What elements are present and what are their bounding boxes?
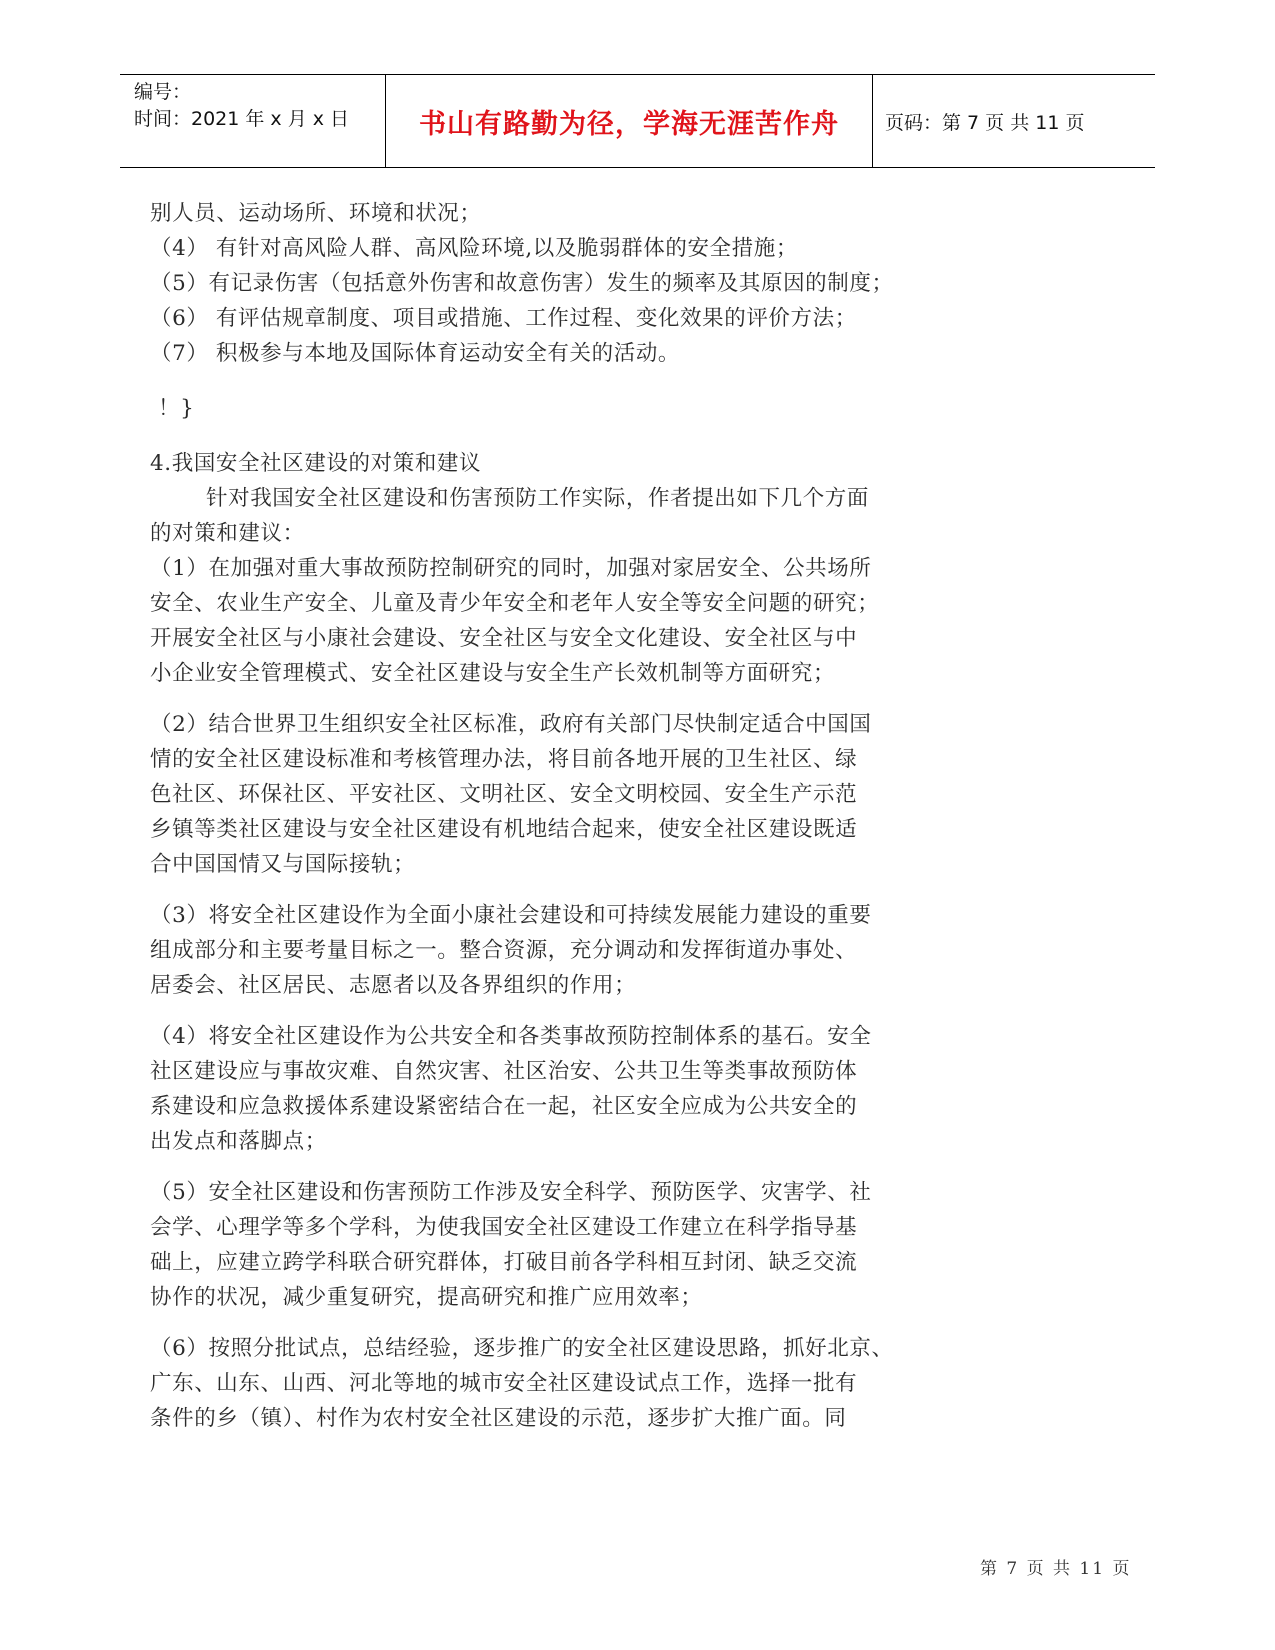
- paragraph-line: 开展安全社区与小康社会建设、安全社区与安全文化建设、安全社区与中: [150, 626, 858, 651]
- paragraph-line: 组成部分和主要考量目标之一。整合资源，充分调动和发挥街道办事处、: [150, 938, 858, 963]
- header-left-cell: [120, 75, 385, 167]
- section-heading: 4.我国安全社区建设的对策和建议: [150, 451, 482, 476]
- paragraph-line: 针对我国安全社区建设和伤害预防工作实际，作者提出如下几个方面: [206, 486, 870, 511]
- list-line: （5）有记录伤害（包括意外伤害和故意伤害）发生的频率及其原因的制度；: [150, 271, 894, 296]
- list-line: 别人员、运动场所、环境和状况；: [150, 201, 482, 226]
- paragraph-line: （6）按照分批试点，总结经验，逐步推广的安全社区建设思路，抓好北京、: [150, 1336, 894, 1361]
- list-line: （7） 积极参与本地及国际体育运动安全有关的活动。: [150, 341, 681, 366]
- paragraph-line: 的对策和建议：: [150, 521, 305, 546]
- paragraph-line: 安全、农业生产安全、儿童及青少年安全和老年人安全等安全问题的研究；: [150, 591, 880, 616]
- paragraph-line: （3）将安全社区建设作为全面小康社会建设和可持续发展能力建设的重要: [150, 903, 872, 928]
- header-page-info: 页码：第 7 页 共 11 页: [885, 111, 1085, 134]
- paragraph-line: 乡镇等类社区建设与安全社区建设有机地结合起来，使安全社区建设既适: [150, 817, 858, 842]
- paragraph-line: 出发点和落脚点；: [150, 1129, 327, 1154]
- paragraph-line: 协作的状况，减少重复研究，提高研究和推广应用效率；: [150, 1285, 703, 1310]
- list-line: （4） 有针对高风险人群、高风险环境,以及脆弱群体的安全措施；: [150, 236, 798, 261]
- header-page-cell: [873, 75, 1155, 167]
- document-date-label: 时间：2021 年 x 月 x 日: [134, 108, 350, 130]
- header-motto-cell: [385, 75, 873, 167]
- paragraph-line: 广东、山东、山西、河北等地的城市安全社区建设试点工作，选择一批有: [150, 1371, 858, 1396]
- paragraph-line: 础上，应建立跨学科联合研究群体，打破目前各学科相互封闭、缺乏交流: [150, 1250, 858, 1275]
- paragraph-line: （2）结合世界卫生组织安全社区标准，政府有关部门尽快制定适合中国国: [150, 712, 872, 737]
- paragraph-line: 小企业安全管理模式、安全社区建设与安全生产长效机制等方面研究；: [150, 661, 836, 686]
- paragraph-line: 情的安全社区建设标准和考核管理办法，将目前各地开展的卫生社区、绿: [150, 747, 858, 772]
- stray-mark: ！}: [158, 396, 195, 421]
- header-motto: 书山有路勤为径，学海无涯苦作舟: [419, 108, 839, 140]
- paragraph-line: （4）将安全社区建设作为公共安全和各类事故预防控制体系的基石。安全: [150, 1024, 872, 1049]
- item-1: [150, 551, 970, 691]
- item-4: [150, 1019, 970, 1159]
- list-line: （6） 有评估规章制度、项目或措施、工作过程、变化效果的评价方法；: [150, 306, 857, 331]
- previous-list: [150, 196, 970, 371]
- item-6: [150, 1331, 970, 1436]
- paragraph-line: 合中国国情又与国际接轨；: [150, 852, 416, 877]
- paragraph-line: 会学、心理学等多个学科，为使我国安全社区建设工作建立在科学指导基: [150, 1215, 858, 1240]
- document-code-label: 编号：: [134, 81, 192, 103]
- paragraph-line: 居委会、社区居民、志愿者以及各界组织的作用；: [150, 973, 637, 998]
- item-2: [150, 707, 970, 882]
- paragraph-line: （1）在加强对重大事故预防控制研究的同时，加强对家居安全、公共场所: [150, 556, 872, 581]
- document-body: [150, 196, 970, 1436]
- paragraph-line: （5）安全社区建设和伤害预防工作涉及安全科学、预防医学、灾害学、社: [150, 1180, 872, 1205]
- item-3: [150, 898, 970, 1003]
- item-5: [150, 1175, 970, 1315]
- paragraph-line: 条件的乡（镇）、村作为农村安全社区建设的示范，逐步扩大推广面。同: [150, 1406, 847, 1431]
- intro-paragraph: [150, 481, 970, 551]
- page-header: [120, 74, 1155, 168]
- paragraph-line: 色社区、环保社区、平安社区、文明社区、安全文明校园、安全生产示范: [150, 782, 858, 807]
- paragraph-line: 社区建设应与事故灾难、自然灾害、社区治安、公共卫生等类事故预防体: [150, 1059, 858, 1084]
- paragraph-line: 系建设和应急救援体系建设紧密结合在一起，社区安全应成为公共安全的: [150, 1094, 858, 1119]
- page-footer: 第 7 页 共 11 页: [980, 1559, 1132, 1579]
